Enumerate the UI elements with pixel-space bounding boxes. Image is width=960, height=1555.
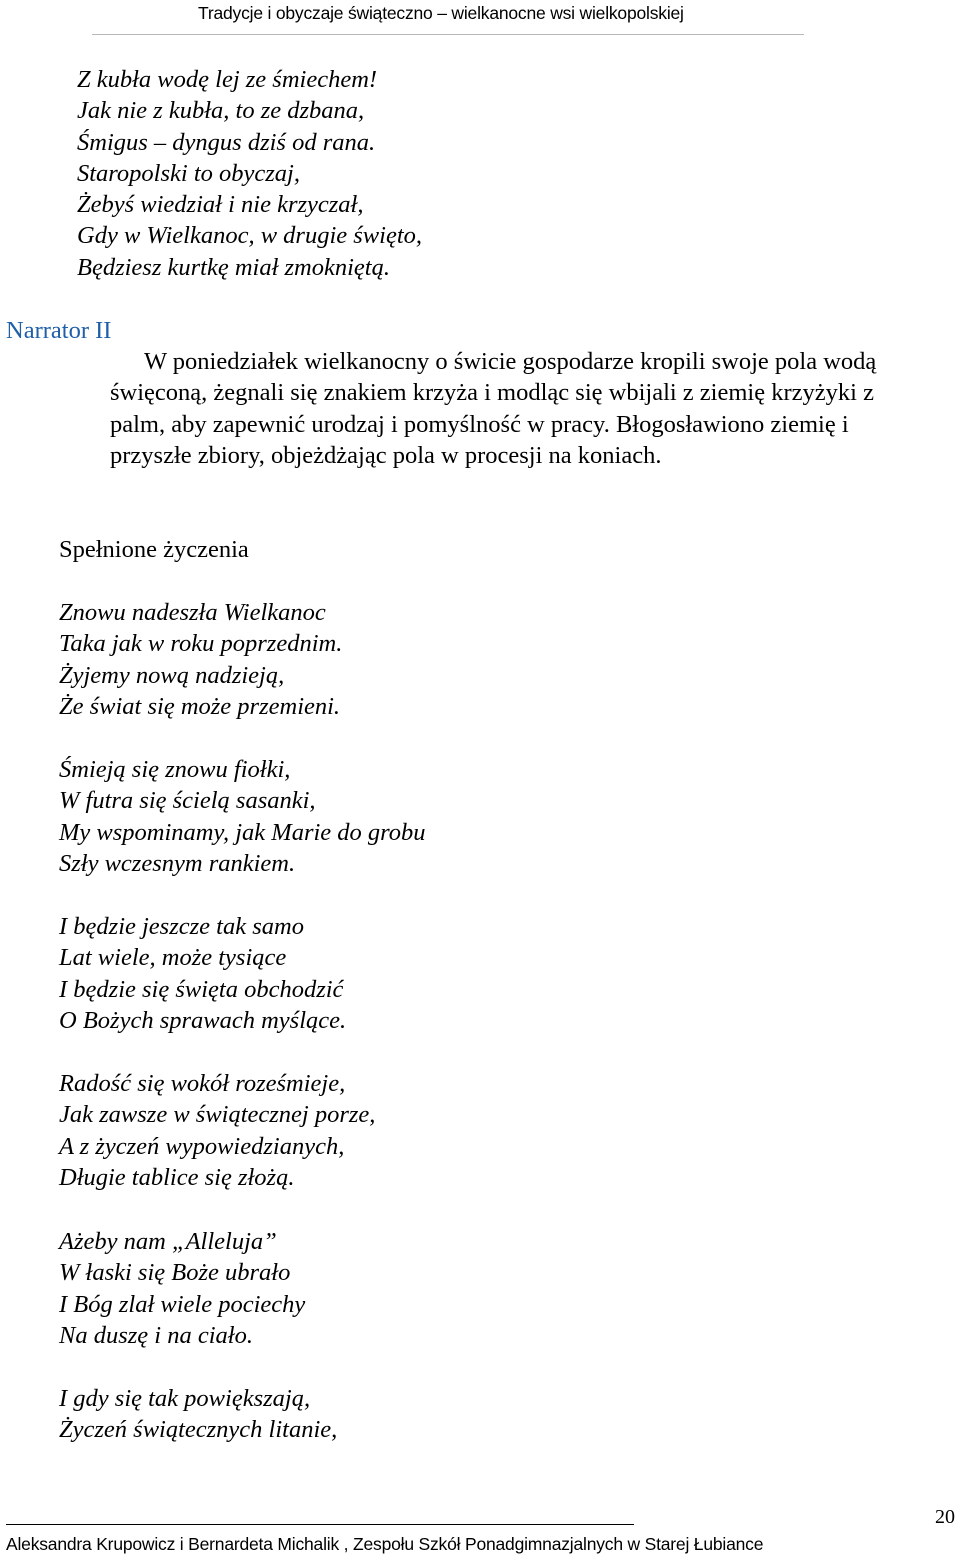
narrator-label: Narrator II [6, 317, 112, 344]
running-header: Tradycje i obyczaje świąteczno – wielkanocne wsi wielkopolskiej [198, 3, 684, 23]
header-divider [92, 34, 804, 35]
verse-line: Żebyś wiedział i nie krzyczał, [77, 191, 364, 219]
verse-line: Znowu nadeszła Wielkanoc [59, 599, 326, 626]
page-number: 20 [935, 1506, 955, 1528]
verse-line: Taka jak w roku poprzednim. [59, 630, 343, 658]
verse-line: Żyjemy nową nadzieją, [59, 661, 285, 689]
poem-fragment [77, 64, 422, 283]
poem-stanza [59, 1226, 305, 1351]
verse-line: Będziesz kurtkę miał zmokniętą. [77, 253, 390, 281]
poem-stanza [59, 754, 426, 879]
verse-line: I Bóg zlał wiele pociechy [59, 1290, 306, 1318]
poem-stanza [59, 1383, 337, 1446]
verse-line: I będzie jeszcze tak samo [59, 913, 304, 940]
verse-line: Że świat się może przemieni. [59, 692, 341, 720]
verse-line: Z kubła wodę lej ze śmiechem! [77, 66, 378, 93]
verse-line: I gdy się tak powiększają, [59, 1385, 311, 1412]
poem-stanza [59, 911, 346, 1036]
verse-line: W łaski się Boże ubrało [59, 1259, 291, 1287]
verse-line: Długie tablice się złożą. [59, 1163, 295, 1191]
verse-line: Staropolski to obyczaj, [77, 159, 300, 187]
verse-line: I będzie się święta obchodzić [59, 975, 344, 1003]
verse-line: Na duszę i na ciało. [59, 1321, 253, 1349]
verse-line: Życzeń świątecznych litanie, [59, 1416, 338, 1444]
verse-line: Śmieją się znowu fiołki, [59, 756, 291, 783]
verse-line: My wspominamy, jak Marie do grobu [59, 818, 426, 846]
poem-stanza [59, 597, 342, 722]
verse-line: Gdy w Wielkanoc, w drugie święto, [77, 222, 422, 250]
verse-line: O Bożych sprawach myślące. [59, 1006, 347, 1034]
verse-line: W futra się ścielą sasanki, [59, 787, 316, 815]
verse-line: Ażeby nam „Alleluja” [59, 1228, 277, 1255]
verse-line: Jak nie z kubła, to ze dzbana, [77, 97, 365, 125]
verse-line: A z życzeń wypowiedzianych, [59, 1132, 345, 1160]
footer-authors: Aleksandra Krupowicz i Bernardeta Michalik , Zespołu Szkół Ponadgimnazjalnych w Starej Łubiance [6, 1534, 764, 1554]
narrator-paragraph: W poniedziałek wielkanocny o świcie gospodarze kropili swoje pola wodą święconą, żegnali się znakiem krzyża i modląc się wbijali z ziemię krzyżyki z palm, aby zapewnić urodzaj i pomyślność w pracy. Błogosławiono ziemię i przyszłe zbiory, objeżdżając pola w procesji na koniach. [110, 348, 877, 469]
verse-line: Jak zawsze w świątecznej porze, [59, 1101, 376, 1129]
verse-line: Szły wczesnym rankiem. [59, 849, 296, 877]
poem-stanza [59, 1068, 375, 1193]
verse-line: Radość się wokół roześmieje, [59, 1070, 346, 1097]
verse-line: Lat wiele, może tysiące [59, 944, 287, 972]
verse-line: Śmigus – dyngus dziś od rana. [77, 128, 376, 156]
footer-divider [6, 1524, 634, 1525]
poem-title: Spełnione życzenia [59, 536, 249, 563]
